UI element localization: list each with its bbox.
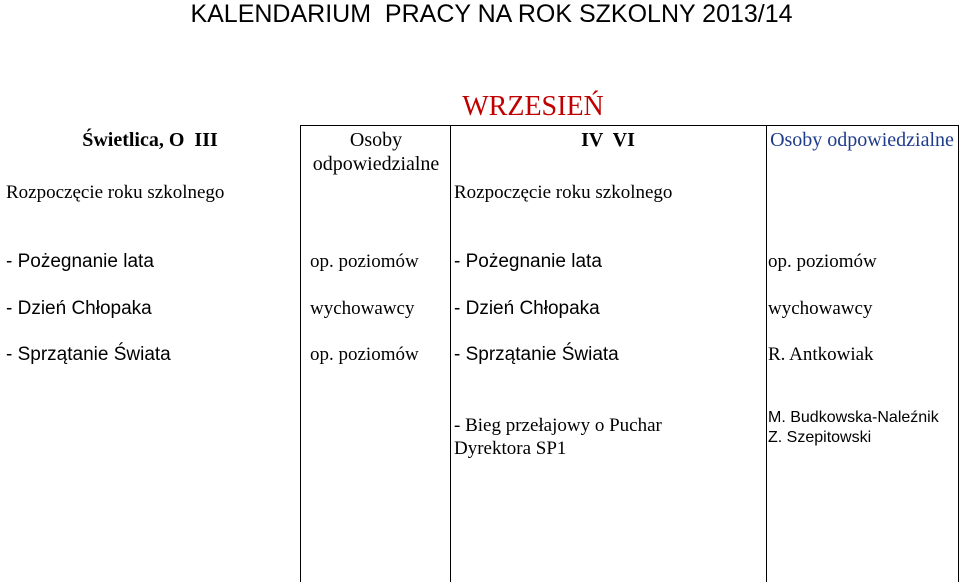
left-opening-event: Rozpoczęcie roku szkolnego [6,182,225,203]
right-extra-responsible-2: Z. Szepitowski [768,429,872,446]
document-title: KALENDARIUM PRACY NA ROK SZKOLNY 2013/14 [190,0,793,28]
right-responsible-2: wychowawcy [768,298,873,319]
left-responsible-2: wychowawcy [310,298,415,319]
left-responsible-1: op. poziomów [310,251,419,272]
header-left-responsible: Osoby odpowiedzialne [312,129,440,175]
month-heading: WRZESIEŃ [462,91,604,122]
right-event-cross-country-run-line1: - Bieg przełajowy o Puchar [454,415,662,436]
left-event-boys-day: - Dzień Chłopaka [6,298,152,319]
right-event-cross-country-run-line2: Dyrektora SP1 [454,438,567,459]
table-divider-2 [450,125,451,582]
table-divider-3 [766,125,767,582]
right-event-farewell-summer: - Pożegnanie lata [454,251,602,272]
right-responsible-3: R. Antkowiak [768,344,874,365]
table-divider-1 [300,125,301,582]
right-event-boys-day: - Dzień Chłopaka [454,298,600,319]
right-event-clean-world: - Sprzątanie Świata [454,344,619,365]
header-left-group: Świetlica, O III [82,129,218,151]
header-right-responsible: Osoby odpowiedzialne [770,129,954,151]
right-extra-responsible-1: M. Budkowska-Naleźnik [768,409,939,426]
left-event-clean-world: - Sprzątanie Świata [6,344,171,365]
right-opening-event: Rozpoczęcie roku szkolnego [454,182,673,203]
header-right-group: IV VI [581,129,635,151]
left-event-farewell-summer: - Pożegnanie lata [6,251,154,272]
table-top-border [300,125,959,126]
right-responsible-1: op. poziomów [768,251,877,272]
left-responsible-3: op. poziomów [310,344,419,365]
